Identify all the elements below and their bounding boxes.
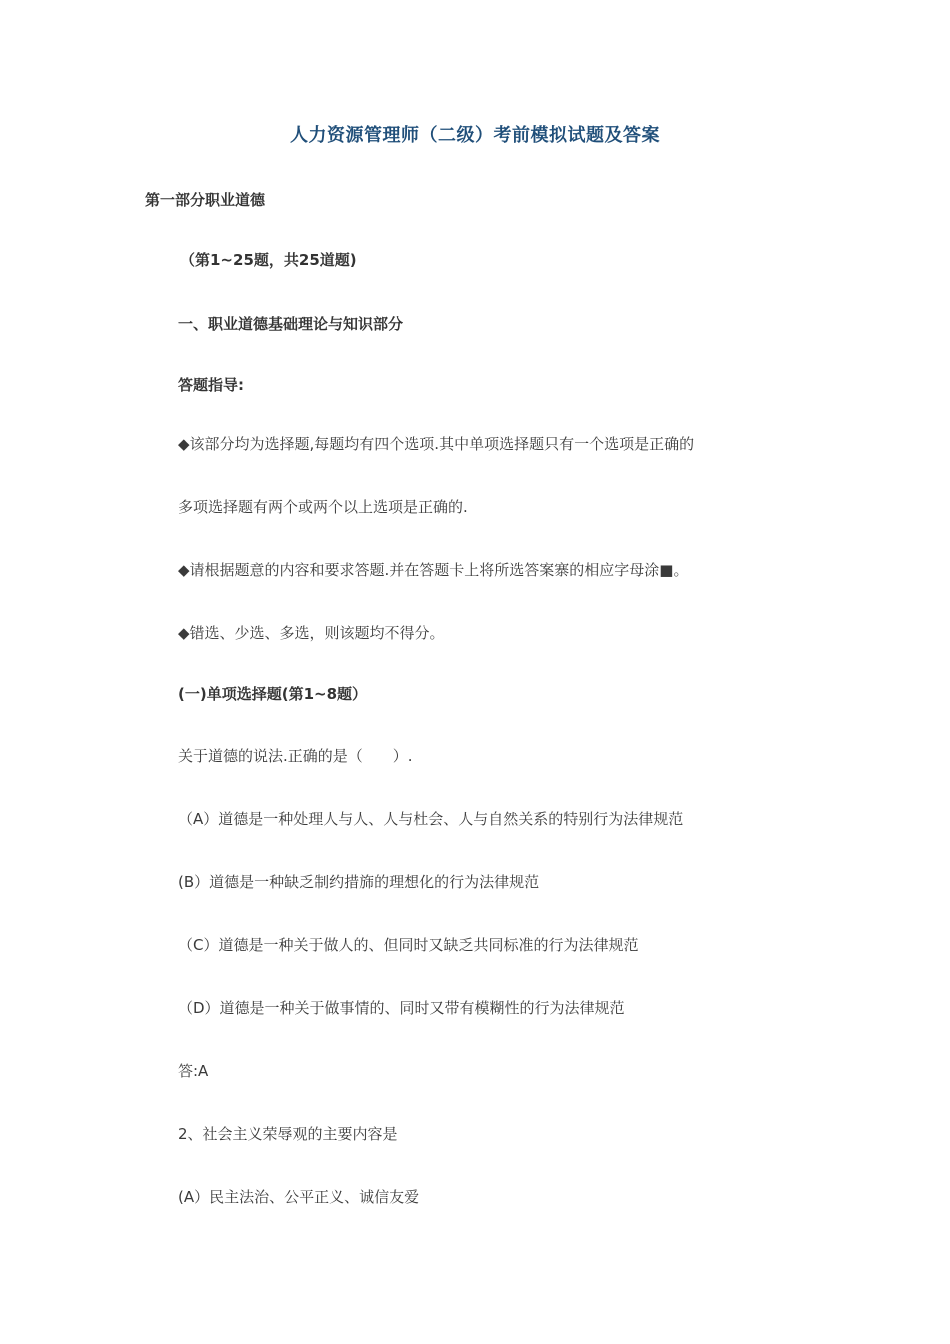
guide-item: ◆请根据题意的内容和要求答题.并在答题卡上将所选答案寨的相应字母涂■。 <box>178 561 689 579</box>
answer-option: （D）道德是一种关于做事情的、同时又带有模糊性的行为法律规范 <box>178 999 625 1017</box>
guide-heading: 答题指导: <box>178 376 244 394</box>
question-answer: 答:A <box>178 1062 209 1080</box>
question-stem: 关于道德的说法.正确的是（ ）. <box>178 747 413 765</box>
guide-item: ◆错选、少选、多选，则该题均不得分。 <box>178 624 445 642</box>
part-heading: 第一部分职业道德 <box>145 191 266 209</box>
document-title: 人力资源管理师（二级）考前模拟试题及答案 <box>290 125 660 146</box>
answer-option: （C）道德是一种关于做人的、但同时又缺乏共同标准的行为法律规范 <box>178 936 639 954</box>
answer-option: (A）民主法治、公平正义、诚信友爱 <box>178 1188 420 1206</box>
question-stem: 2、社会主义荣辱观的主要内容是 <box>178 1125 398 1143</box>
section-heading: 一、职业道德基础理论与知识部分 <box>178 315 404 333</box>
answer-option: （A）道德是一种处理人与人、人与杜会、人与自然关系的特别行为法律规范 <box>178 810 684 828</box>
subsection-heading: (一)单项选择题(第1~8题） <box>178 685 368 703</box>
question-range: （第1~25题，共25道题) <box>180 251 357 269</box>
answer-option: (B）道德是一种缺乏制约措旆的理想化的行为法律规范 <box>178 873 540 891</box>
guide-item: 多项选择题有两个或两个以上选项是正确的. <box>178 498 468 516</box>
guide-item: ◆该部分均为选择题,每题均有四个选项.其中单项选择题只有一个选项是正确的 <box>178 435 695 453</box>
